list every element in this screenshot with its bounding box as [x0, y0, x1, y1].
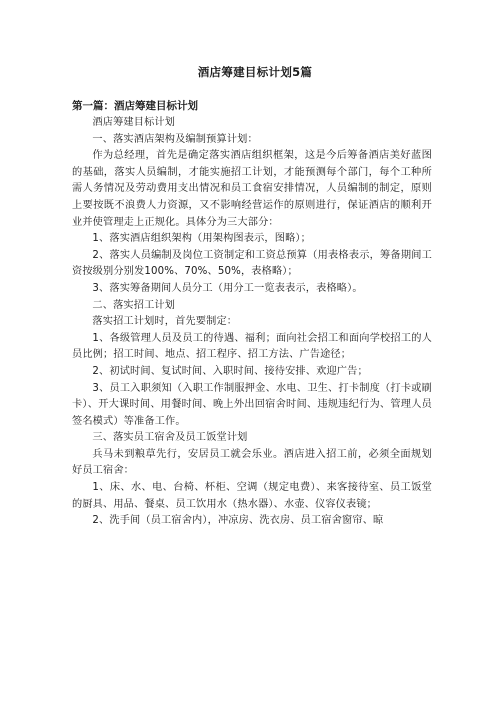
paragraph: 一、落实酒店架构及编制预算计划： [92, 133, 258, 145]
paragraph: 2、落实人员编制及岗位工资制定和工资总预算（用表格表示，筹备期间工资按级别分别发100%、70%、50%，表格略）； [72, 249, 432, 278]
paragraph: 二、落实招工计划 [92, 299, 176, 311]
paragraph: 落实招工计划时，首先要制定： [92, 316, 238, 328]
paragraph: 3、员工入职须知（入职工作制服押金、水电、卫生、打卡制度（打卡或刷卡）、开大课时间、用餐时间、晚上外出回宿舍时间、违规违纪行为、管理人员签名模式）等准备工作。 [72, 382, 432, 427]
paragraph: 作为总经理，首先是确定落实酒店组织框架，这是今后筹备酒店美好蓝图的基础，落实人员编制，才能实施招工计划，才能预测每个部门，每个工种所需人务情况及劳动费用支出情况和员工食宿安排情况，人员编制的制定，原则上要按既不浪费人力资源，又不影响经营运作的原则进行，保证酒店的顺利开业并使管理走上正规化。具体分为三大部分： [72, 150, 432, 228]
paragraph: 3、落实筹备期间人员分工（用分工一览表表示，表格略）。 [92, 282, 363, 294]
paragraph: 2、初试时间、复试时间、入职时间、接待安排、欢迎广告； [92, 365, 368, 377]
paragraph: 1、床、水、电、台椅、杯柜、空调（规定电费）、来客接待室、员工饭堂的厨具、用品、餐桌、员工饮用水（热水器）、水壶、仪容仪表镜； [72, 482, 432, 510]
paragraph: 1、落实酒店组织架构（用架构图表示，图略）； [92, 233, 312, 245]
document-title: 酒店筹建目标计划5篇 [197, 65, 313, 79]
paragraph: 1、各级管理人员及员工的待遇、福利；面向社会招工和面向学校招工的人员比例；招工时间、地点、招工程序、招工方法、广告途径； [72, 332, 432, 361]
section-heading: 第一篇：酒店筹建目标计划 [72, 100, 198, 112]
paragraph: 2、洗手间（员工宿舍内），冲凉房、洗衣房、员工宿舍窗帘、晾 [92, 515, 384, 527]
paragraph: 兵马未到粮草先行，安居员工就会乐业。酒店进入招工前，必须全面规划好员工宿舍： [72, 448, 432, 477]
paragraph: 三、落实员工宿舍及员工饭堂计划 [92, 432, 248, 444]
paragraph: 酒店筹建目标计划 [92, 117, 176, 128]
document-body [72, 115, 432, 530]
